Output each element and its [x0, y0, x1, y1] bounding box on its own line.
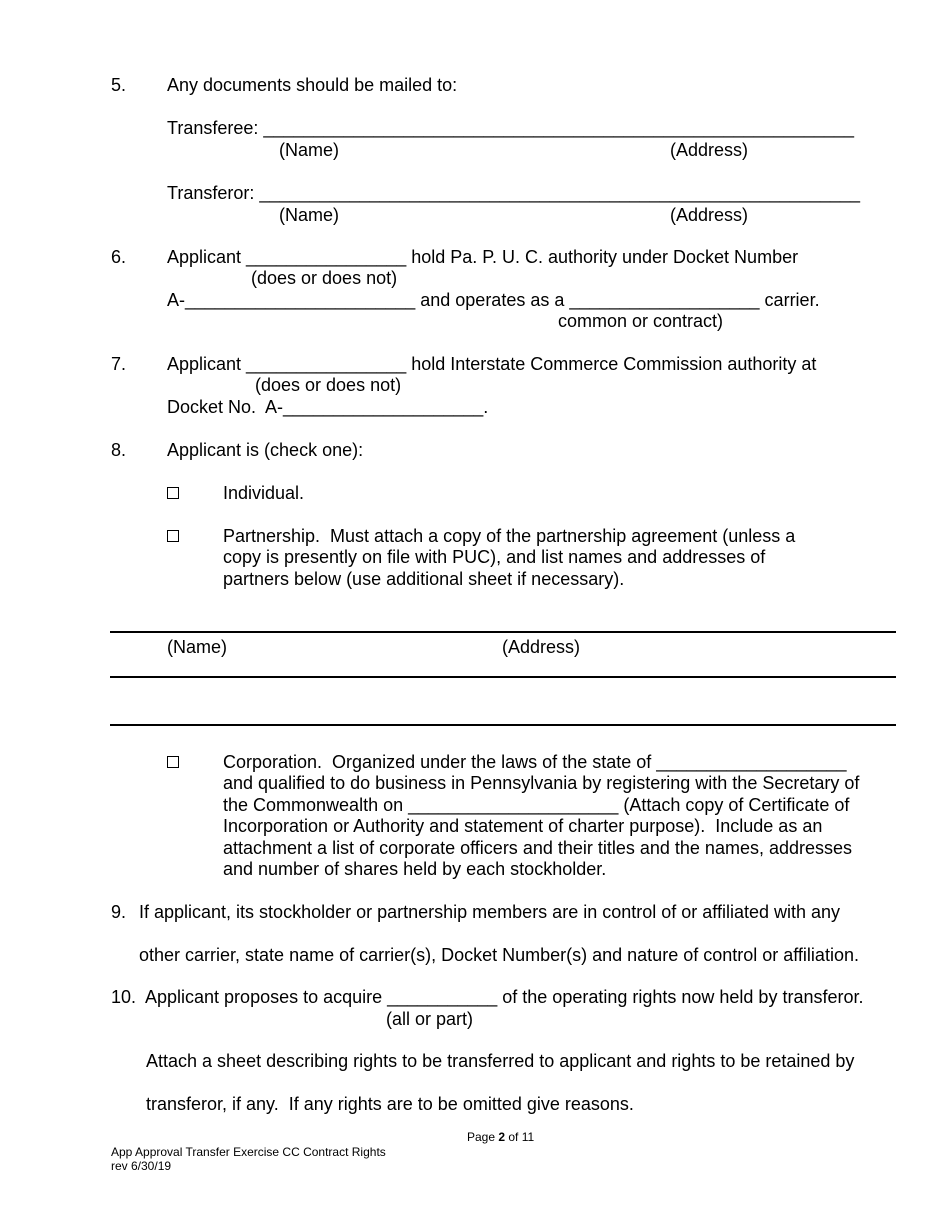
individual-label: Individual. — [223, 483, 305, 503]
page-suffix: of 11 — [505, 1130, 535, 1144]
partnership-checkbox[interactable] — [167, 530, 179, 542]
transferor-address-caption: (Address) — [670, 205, 749, 225]
item-6-caption-2: common or contract) — [558, 311, 724, 331]
transferor-name-caption: (Name) — [279, 205, 340, 225]
item-9-line-1: If applicant, its stockholder or partnership members are in control of or affiliated with any — [139, 902, 841, 922]
item-6-caption-1: (does or does not) — [251, 268, 398, 288]
corporation-line-3[interactable]: the Commonwealth on _____________________ (Attach copy of Certificate of — [223, 795, 850, 815]
item-5-text: Any documents should be mailed to: — [167, 75, 458, 95]
corporation-checkbox[interactable] — [167, 756, 179, 768]
transferor-line[interactable]: Transferor: ____________________________________________________________ — [167, 183, 860, 203]
partnership-line-3: partners below (use additional sheet if necessary). — [223, 569, 625, 589]
transferee-line[interactable]: Transferee: ___________________________________________________________ — [167, 118, 855, 138]
item-7-number: 7. — [111, 354, 127, 374]
page-number — [467, 1131, 534, 1143]
item-10-attach-line-2: transferor, if any. If any rights are to be omitted give reasons. — [146, 1094, 634, 1114]
revision-date: rev 6/30/19 — [111, 1159, 172, 1173]
item-6-line-1[interactable]: Applicant ________________ hold Pa. P. U. C. authority under Docket Number — [167, 247, 799, 267]
item-9-number: 9. — [111, 902, 127, 922]
form-title: App Approval Transfer Exercise CC Contract Rights — [111, 1145, 386, 1159]
partnership-line-1: Partnership. Must attach a copy of the partnership agreement (unless a — [223, 526, 796, 546]
corporation-line-4: Incorporation or Authority and statement of charter purpose). Include as an — [223, 816, 823, 836]
partners-name-header: (Name) — [167, 637, 228, 657]
item-10-line-1[interactable]: Applicant proposes to acquire ___________ of the operating rights now held by transferor. — [145, 987, 864, 1007]
item-10-number: 10. — [111, 987, 137, 1007]
item-10-caption: (all or part) — [386, 1009, 474, 1029]
item-10-attach-line-1: Attach a sheet describing rights to be transferred to applicant and rights to be retained by — [146, 1051, 855, 1071]
individual-checkbox[interactable] — [167, 487, 179, 499]
item-6-line-2[interactable]: A-_______________________ and operates as a ___________________ carrier. — [167, 290, 820, 310]
item-7-caption-1: (does or does not) — [255, 375, 402, 395]
item-9-line-2: other carrier, state name of carrier(s), Docket Number(s) and nature of control or affiliation. — [139, 945, 859, 965]
item-7-line-1[interactable]: Applicant ________________ hold Interstate Commerce Commission authority at — [167, 354, 817, 374]
partners-address-header: (Address) — [502, 637, 581, 657]
item-5-number: 5. — [111, 75, 127, 95]
partners-table-top-rule — [110, 631, 896, 633]
page-prefix: Page — [467, 1130, 499, 1144]
partnership-line-2: copy is presently on file with PUC), and list names and addresses of — [223, 547, 766, 567]
item-8-number: 8. — [111, 440, 127, 460]
item-8-text: Applicant is (check one): — [167, 440, 364, 460]
item-6-number: 6. — [111, 247, 127, 267]
corporation-line-6: and number of shares held by each stockholder. — [223, 859, 607, 879]
partners-table-row-rule[interactable] — [110, 676, 896, 678]
corporation-line-2: and qualified to do business in Pennsylvania by registering with the Secretary of — [223, 773, 860, 793]
corporation-line-5: attachment a list of corporate officers and their titles and the names, addresses — [223, 838, 853, 858]
partners-table-bottom-rule[interactable] — [110, 724, 896, 726]
transferee-name-caption: (Name) — [279, 140, 340, 160]
item-7-line-2[interactable]: Docket No. A-____________________. — [167, 397, 489, 417]
transferee-address-caption: (Address) — [670, 140, 749, 160]
corporation-line-1[interactable]: Corporation. Organized under the laws of the state of ___________________ — [223, 752, 847, 772]
page-current: 2 — [498, 1130, 506, 1144]
